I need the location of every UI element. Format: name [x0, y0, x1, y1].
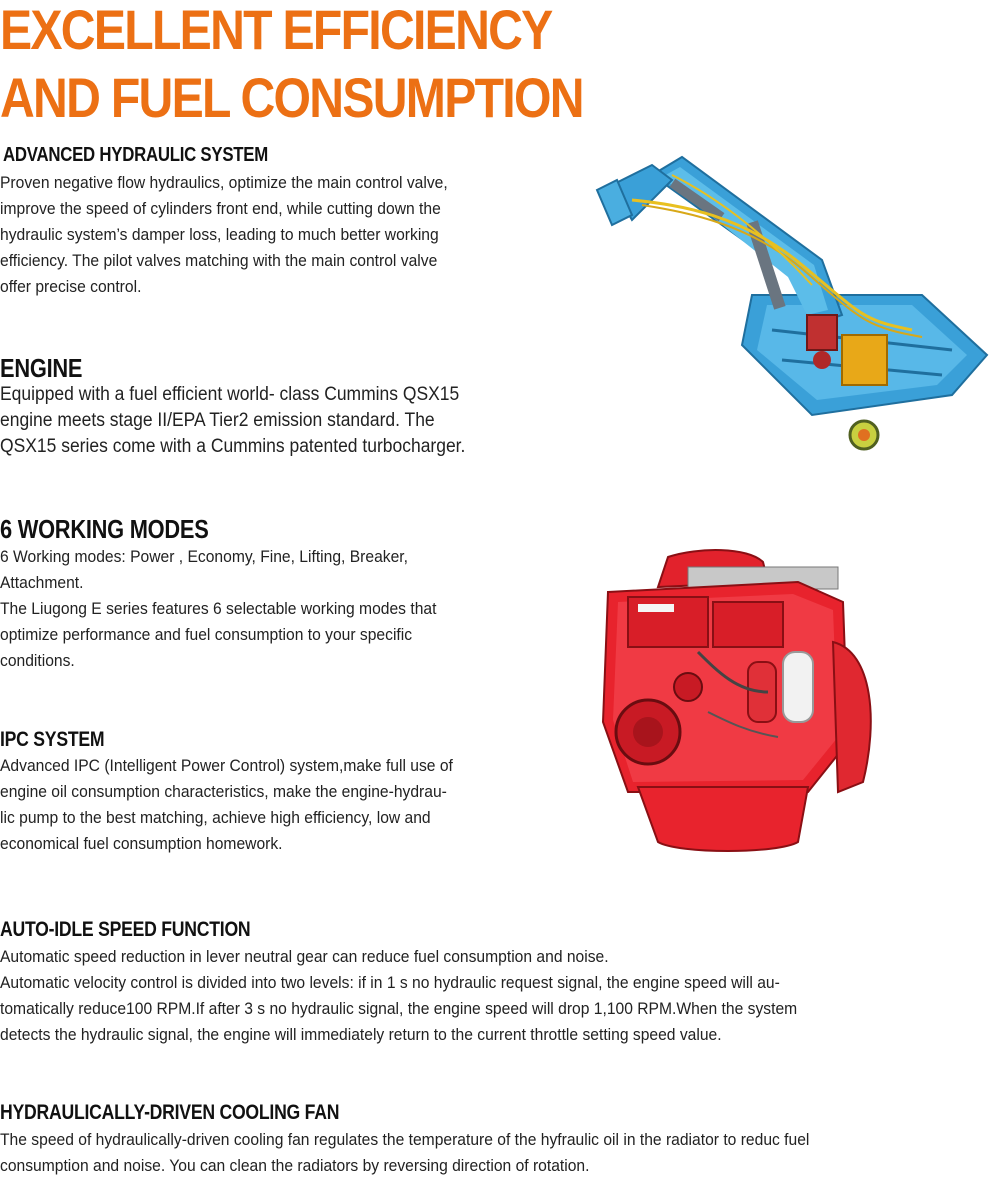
section-heading-cooling-fan: HYDRAULICALLY-DRIVEN COOLING FAN: [0, 1101, 340, 1124]
text-line: Advanced IPC (Intelligent Power Control) system,make full use of: [0, 756, 453, 775]
section-text-working-modes: [0, 544, 515, 674]
text-line: conditions.: [0, 651, 75, 670]
text-line: 6 Working modes: Power , Economy, Fine, Lifting, Breaker,: [0, 547, 408, 566]
engine-image: [598, 542, 880, 858]
text-line: engine meets stage II/EPA Tier2 emission standard. The: [0, 410, 435, 431]
excavator-hydraulic-illustration: [592, 145, 992, 457]
text-line: hydraulic system’s damper loss, leading to much better working: [0, 225, 439, 244]
section-heading-engine: ENGINE: [0, 353, 83, 383]
title-line-1: EXCELLENT EFFICIENCY: [0, 0, 552, 61]
text-line: QSX15 series come with a Cummins patented turbocharger.: [0, 436, 466, 457]
section-heading-auto-idle: AUTO-IDLE SPEED FUNCTION: [0, 918, 251, 941]
text-line: optimize performance and fuel consumption to your specific: [0, 625, 413, 644]
text-line: The Liugong E series features 6 selectable working modes that: [0, 599, 437, 618]
text-line: Automatic speed reduction in lever neutral gear can reduce fuel consumption and noise.: [0, 947, 609, 966]
section-text-auto-idle: [0, 944, 911, 1048]
title-line-2: AND FUEL CONSUMPTION: [0, 66, 583, 129]
text-line: Equipped with a fuel efficient world- class Cummins QSX15: [0, 384, 460, 405]
cummins-engine-illustration: [598, 542, 880, 858]
text-line: Proven negative flow hydraulics, optimize the main control valve,: [0, 173, 448, 192]
text-line: tomatically reduce100 RPM.If after 3 s no hydraulic signal, the engine speed will drop 1,100 RPM.When the system: [0, 999, 798, 1018]
page-title: [0, 0, 583, 132]
text-line: The speed of hydraulically-driven cooling fan regulates the temperature of the hyfraulic oil in the radiator to reduc fuel: [0, 1130, 810, 1149]
section-heading-ipc: IPC SYSTEM: [0, 728, 105, 751]
section-text-ipc: [0, 753, 515, 857]
text-line: efficiency. The pilot valves matching with the main control valve: [0, 251, 438, 270]
section-text-cooling-fan: [0, 1127, 911, 1179]
section-heading-hydraulic: ADVANCED HYDRAULIC SYSTEM: [3, 144, 269, 166]
text-line: offer precise control.: [0, 277, 142, 296]
text-line: engine oil consumption characteristics, make the engine-hydrau-: [0, 782, 447, 801]
text-line: Automatic velocity control is divided into two levels: if in 1 s no hydraulic request signal, the engine speed will au-: [0, 973, 780, 992]
section-text-engine: [0, 382, 515, 460]
text-line: detects the hydraulic signal, the engine will immediately return to the current throttle setting speed value.: [0, 1025, 722, 1044]
hydraulic-system-image: [592, 145, 992, 457]
text-line: economical fuel consumption homework.: [0, 834, 283, 853]
text-line: improve the speed of cylinders front end, while cutting down the: [0, 199, 441, 218]
section-text-hydraulic: [0, 170, 515, 300]
section-heading-working-modes: 6 WORKING MODES: [0, 514, 209, 544]
text-line: consumption and noise. You can clean the radiators by reversing direction of rotation.: [0, 1156, 590, 1175]
text-line: lic pump to the best matching, achieve high efficiency, low and: [0, 808, 431, 827]
text-line: Attachment.: [0, 573, 84, 592]
